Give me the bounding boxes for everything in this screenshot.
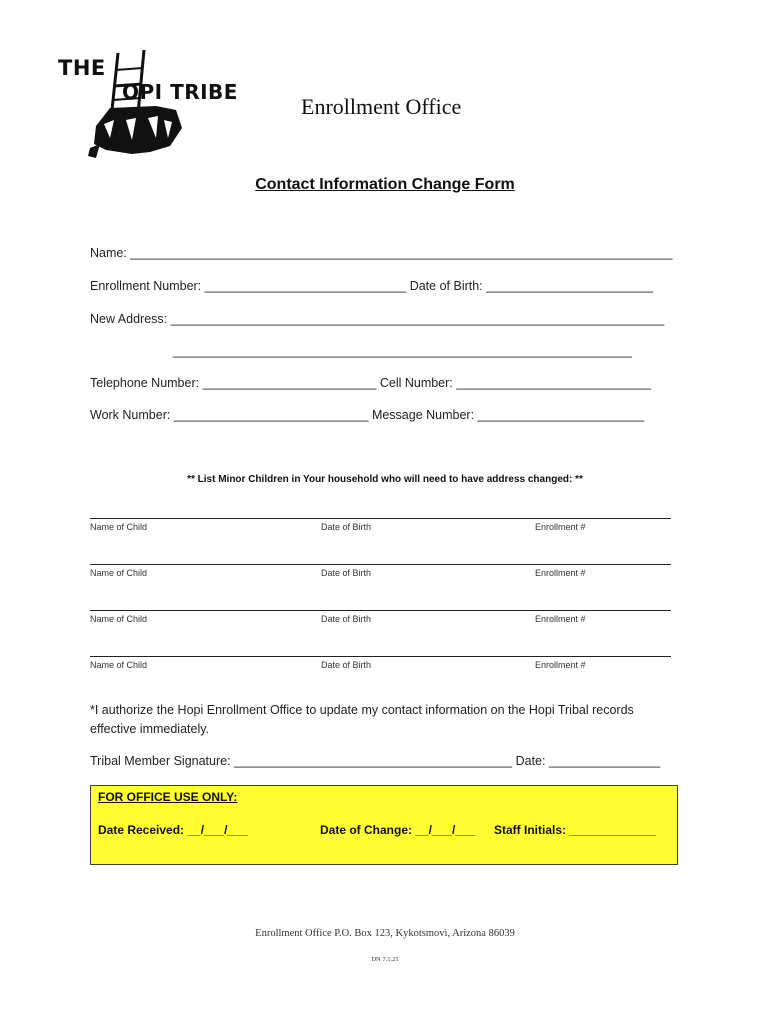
telephone-cell-field[interactable]: Telephone Number: _________________________ Cell Number: ____________________________ <box>90 376 651 390</box>
child-row-line[interactable] <box>90 564 671 565</box>
staff-initials-field[interactable]: Staff Initials: _____________ <box>494 823 657 837</box>
date-of-change-field[interactable]: Date of Change: __/___/___ <box>320 823 476 837</box>
child-row-line[interactable] <box>90 610 671 611</box>
office-heading: Enrollment Office <box>301 94 462 119</box>
authorization-statement: *I authorize the Hopi Enrollment Office to update my contact information on the Hopi Tribal records effective immediately. <box>90 703 634 736</box>
form-title: Contact Information Change Form <box>255 176 515 193</box>
office-use-heading: FOR OFFICE USE ONLY: <box>98 790 238 804</box>
child-dob-caption: Date of Birth <box>321 568 372 578</box>
child-dob-caption: Date of Birth <box>321 614 372 624</box>
logo-text-tribe: OPI TRIBE <box>122 80 238 104</box>
new-address-field[interactable]: New Address: _______________________________________________________________________ <box>90 312 665 326</box>
logo-text-the: THE <box>58 56 106 80</box>
minor-children-notice: ** List Minor Children in Your household who will need to have address changed: ** <box>187 474 583 485</box>
document-code: DN 7.1.21 <box>371 956 399 963</box>
hopi-tribe-logo <box>52 48 267 163</box>
child-enrollment-caption: Enrollment # <box>535 568 586 578</box>
child-name-caption: Name of Child <box>90 660 148 670</box>
child-enrollment-caption: Enrollment # <box>535 522 586 532</box>
child-row-line[interactable] <box>90 518 671 519</box>
child-dob-caption: Date of Birth <box>321 522 372 532</box>
child-enrollment-caption: Enrollment # <box>535 660 586 670</box>
child-name-caption: Name of Child <box>90 568 148 578</box>
child-dob-caption: Date of Birth <box>321 660 372 670</box>
office-use-box <box>90 785 678 865</box>
child-row-line[interactable] <box>90 656 671 657</box>
child-enrollment-caption: Enrollment # <box>535 614 586 624</box>
child-name-caption: Name of Child <box>90 614 148 624</box>
child-name-caption: Name of Child <box>90 522 148 532</box>
footer-address: Enrollment Office P.O. Box 123, Kykotsmovi, Arizona 86039 <box>255 928 515 939</box>
enrollment-dob-field[interactable]: Enrollment Number: _____________________________ Date of Birth: ________________________ <box>90 279 653 293</box>
signature-date-field[interactable]: Tribal Member Signature: ________________________________________ Date: ________________ <box>90 754 661 768</box>
new-address-line-2[interactable]: __________________________________________________________________ <box>173 344 632 358</box>
name-field[interactable]: Name: ______________________________________________________________________________ <box>90 246 673 260</box>
date-received-field[interactable]: Date Received: __/___/___ <box>98 823 248 837</box>
work-message-field[interactable]: Work Number: ____________________________ Message Number: ________________________ <box>90 408 645 422</box>
